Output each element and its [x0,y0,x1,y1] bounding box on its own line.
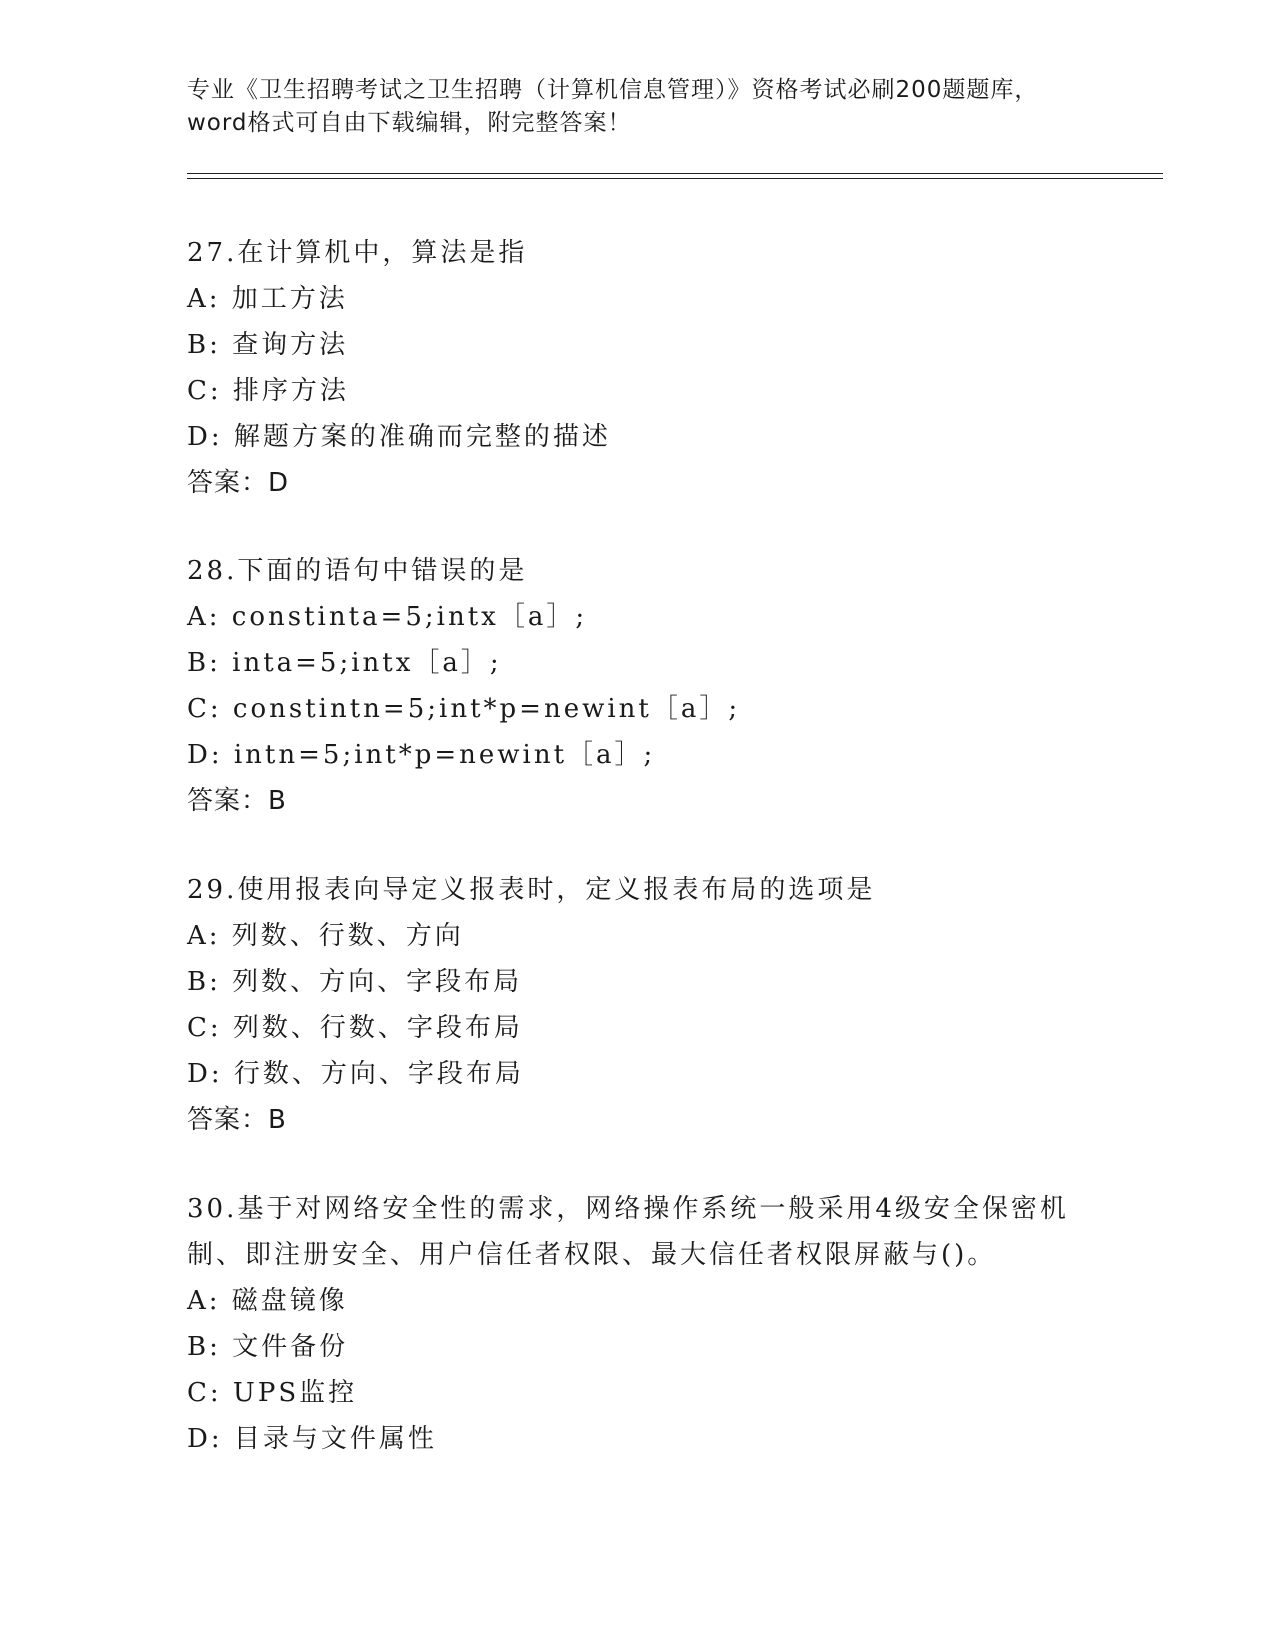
question-28 [187,548,1147,824]
header-line-2: word格式可自由下载编辑，附完整答案！ [187,110,632,136]
option-b: B: inta=5;intx［a］; [187,648,502,678]
option-d: D: intn=5;int*p=newint［a］; [187,740,656,770]
question-stem-line-2: 制、即注册安全、用户信任者权限、最大信任者权限屏蔽与()。 [187,1240,997,1270]
header-rule-bottom [187,178,1163,179]
option-d: D: 行数、方向、字段布局 [187,1059,524,1089]
header-line-1: 专业《卫生招聘考试之卫生招聘（计算机信息管理）》资格考试必刷200题题库， [187,77,1039,103]
option-d: D: 目录与文件属性 [187,1424,437,1454]
option-a: A: 加工方法 [187,284,348,314]
option-c: C: 排序方法 [187,376,349,406]
answer: 答案：B [187,786,287,816]
question-stem-line-1: 30.基于对网络安全性的需求，网络操作系统一般采用4级安全保密机 [187,1194,1069,1224]
document-header [187,74,1087,140]
question-30 [187,1186,1147,1462]
question-stem: 29.使用报表向导定义报表时，定义报表布局的选项是 [187,875,876,905]
answer: 答案：B [187,1105,287,1135]
question-29 [187,867,1147,1143]
option-c: C: 列数、行数、字段布局 [187,1013,523,1043]
option-b: B: 查询方法 [187,330,349,360]
answer: 答案：D [187,468,290,498]
option-a: A: 磁盘镜像 [187,1286,348,1316]
option-c: C: constintn=5;int*p=newint［a］; [187,694,741,724]
option-a: A: constinta=5;intx［a］; [187,602,588,632]
question-stem: 27.在计算机中，算法是指 [187,238,528,268]
header-rule-top [187,173,1163,174]
option-b: B: 列数、方向、字段布局 [187,967,523,997]
option-d: D: 解题方案的准确而完整的描述 [187,422,611,452]
option-a: A: 列数、行数、方向 [187,921,464,951]
question-stem: 28.下面的语句中错误的是 [187,556,528,586]
option-b: B: 文件备份 [187,1332,349,1362]
option-c: C: UPS监控 [187,1378,358,1408]
question-27 [187,230,1147,506]
